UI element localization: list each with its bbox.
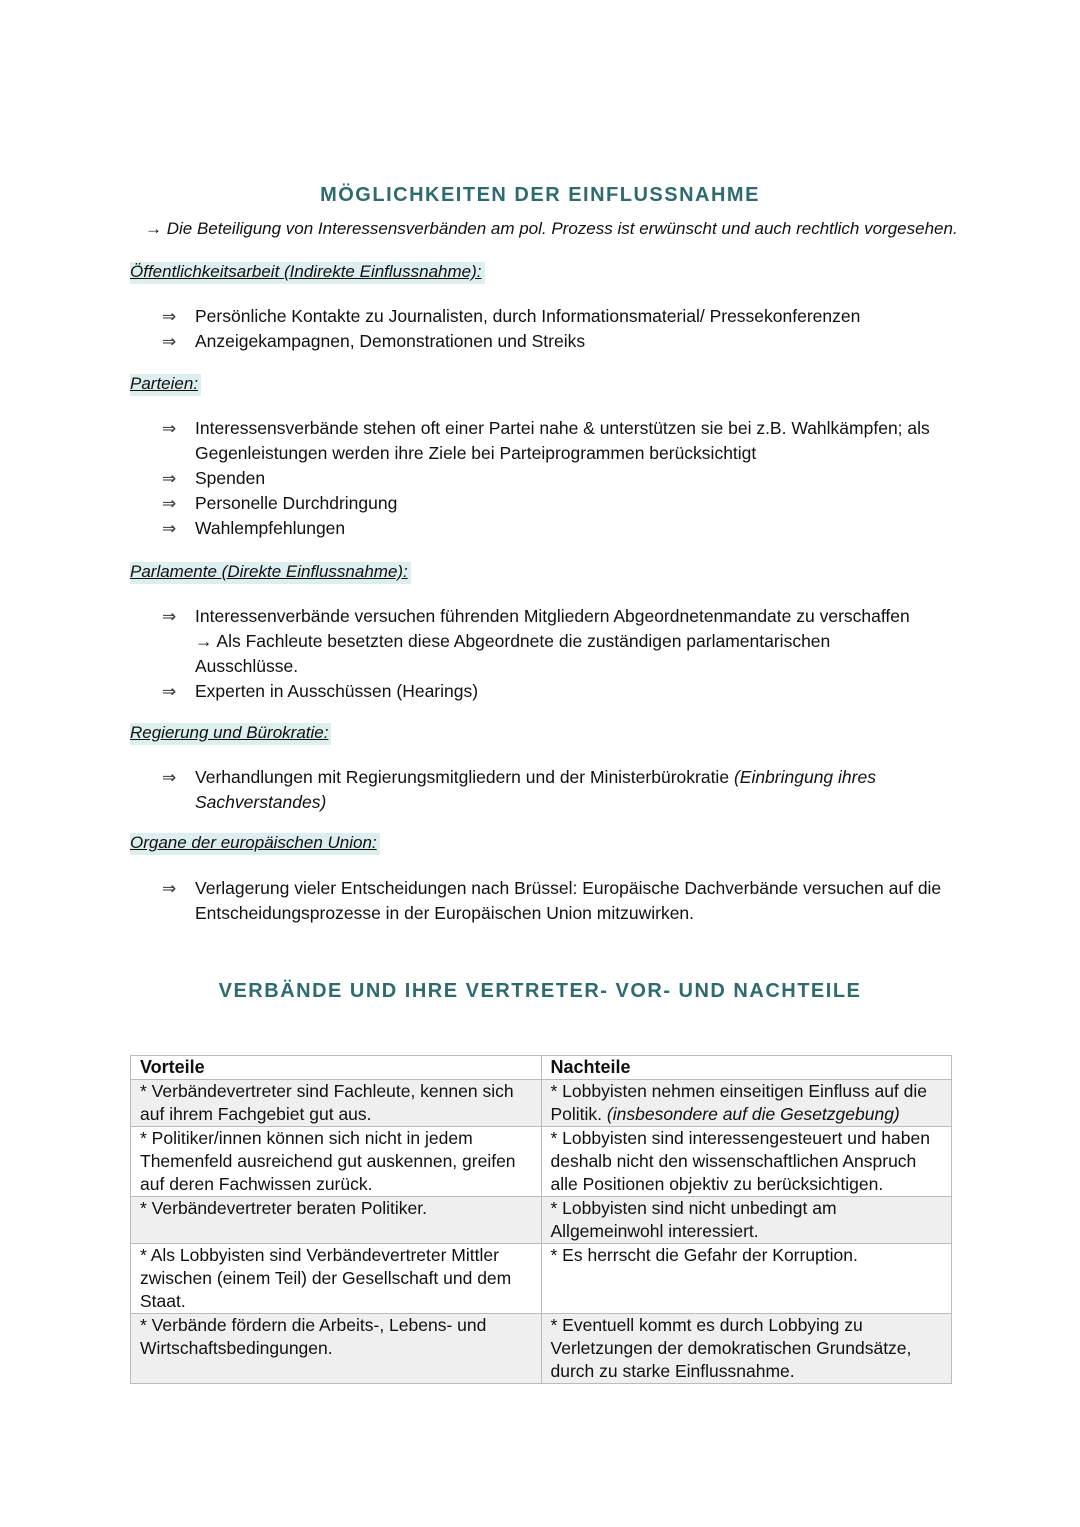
table-header-row <box>131 1056 952 1080</box>
table-cell: * Lobbyisten sind interessengesteuert und haben deshalb nicht den wissenschaftlichen Anspruch alle Positionen objektiv zu berücksichtigen. <box>541 1127 952 1197</box>
double-arrow-icon: ⇒ <box>162 494 177 513</box>
sub-note: → Als Fachleute besetzten diese Abgeordnete die zuständigen parlamentarischen Ausschlüsse. <box>195 631 831 676</box>
list-item: ⇒ Anzeigekampagnen, Demonstrationen und Streiks <box>162 329 952 354</box>
intro-text: → Die Beteiligung von Interessensverbänden am pol. Prozess ist erwünscht und auch rechtlich vorgesehen. <box>145 219 958 238</box>
double-arrow-icon: ⇒ <box>162 307 177 326</box>
list-item: ⇒ Interessensverbände stehen oft einer Partei nahe & unterstützen sie bei z.B. Wahlkämpfen; als Gegenleistungen werden ihre Ziele bei Parteiprogrammen berücksichtigt <box>162 418 930 463</box>
double-arrow-icon: ⇒ <box>162 768 177 787</box>
main-heading: MÖGLICHKEITEN DER EINFLUSSNAHME <box>320 184 760 206</box>
column-header-nachteile: Nachteile <box>541 1056 952 1080</box>
table-cell: * Lobbyisten sind nicht unbedingt am Allgemeinwohl interessiert. <box>541 1197 952 1244</box>
table-cell: * Es herrscht die Gefahr der Korruption. <box>541 1244 952 1314</box>
double-arrow-icon: ⇒ <box>162 682 177 701</box>
section-title-regierung: Regierung und Bürokratie: <box>130 723 331 745</box>
double-arrow-icon: ⇒ <box>162 419 177 438</box>
double-arrow-icon: ⇒ <box>162 879 177 898</box>
table-row <box>131 1080 952 1127</box>
table-cell: * Verbändevertreter beraten Politiker. <box>131 1197 542 1244</box>
bullet-list-parteien <box>162 416 952 541</box>
section-title-parlamente: Parlamente (Direkte Einflussnahme): <box>130 562 411 584</box>
list-item: ⇒ Verhandlungen mit Regierungsmitgliedern und der Ministerbürokratie (Einbringung ihres Sachverstandes) <box>162 767 876 812</box>
table-cell: * Politiker/innen können sich nicht in jedem Themenfeld ausreichend gut auskennen, greifen auf deren Fachwissen zurück. <box>131 1127 542 1197</box>
list-item: ⇒ Personelle Durchdringung <box>162 491 952 516</box>
pros-cons-table <box>130 1055 952 1384</box>
table-row <box>131 1197 952 1244</box>
table-row <box>131 1244 952 1314</box>
table-cell: * Eventuell kommt es durch Lobbying zu Verletzungen der demokratischen Grundsätze, durch zu starke Einflussnahme. <box>541 1314 952 1384</box>
bullet-list-eu <box>162 876 947 926</box>
list-item: ⇒ Verlagerung vieler Entscheidungen nach Brüssel: Europäische Dachverbände versuchen auf die Entscheidungsprozesse in der Europäischen Union mitzuwirken. <box>162 878 942 923</box>
double-arrow-icon: ⇒ <box>162 469 177 488</box>
section-title-oeffentlichkeitsarbeit: Öffentlichkeitsarbeit (Indirekte Einflussnahme): <box>130 262 485 284</box>
list-item: ⇒ Interessenverbände versuchen führenden Mitgliedern Abgeordnetenmandate zu verschaffen → Als Fachleute besetzten diese Abgeordnete die zuständigen parlamentarischen Ausschlüsse. <box>162 604 952 679</box>
double-arrow-icon: ⇒ <box>162 332 177 351</box>
double-arrow-icon: ⇒ <box>162 519 177 538</box>
section-title-parteien: Parteien: <box>130 374 201 396</box>
table-row <box>131 1127 952 1197</box>
list-item: ⇒ Experten in Ausschüssen (Hearings) <box>162 679 952 704</box>
table-cell: * Als Lobbyisten sind Verbändevertreter Mittler zwischen (einem Teil) der Gesellschaft und dem Staat. <box>131 1244 542 1314</box>
list-item: ⇒ Spenden <box>162 466 952 491</box>
list-item: ⇒ Persönliche Kontakte zu Journalisten, durch Informationsmaterial/ Pressekonferenzen <box>162 304 952 329</box>
bullet-list-oeffentlichkeitsarbeit <box>162 304 952 354</box>
table-cell: * Verbände fördern die Arbeits-, Lebens- und Wirtschaftsbedingungen. <box>131 1314 542 1384</box>
bullet-list-parlamente <box>162 604 952 704</box>
list-item: ⇒ Wahlempfehlungen <box>162 516 952 541</box>
table-cell: * Verbändevertreter sind Fachleute, kennen sich auf ihrem Fachgebiet gut aus. <box>131 1080 542 1127</box>
double-arrow-icon: ⇒ <box>162 607 177 626</box>
section-title-eu: Organe der europäischen Union: <box>130 833 380 855</box>
bullet-list-regierung <box>162 765 922 815</box>
column-header-vorteile: Vorteile <box>131 1056 542 1080</box>
table-heading: VERBÄNDE UND IHRE VERTRETER- VOR- UND NACHTEILE <box>218 980 862 1002</box>
table-cell: * Lobbyisten nehmen einseitigen Einfluss auf die Politik. (insbesondere auf die Gesetzgebung) <box>541 1080 952 1127</box>
table-row <box>131 1314 952 1384</box>
